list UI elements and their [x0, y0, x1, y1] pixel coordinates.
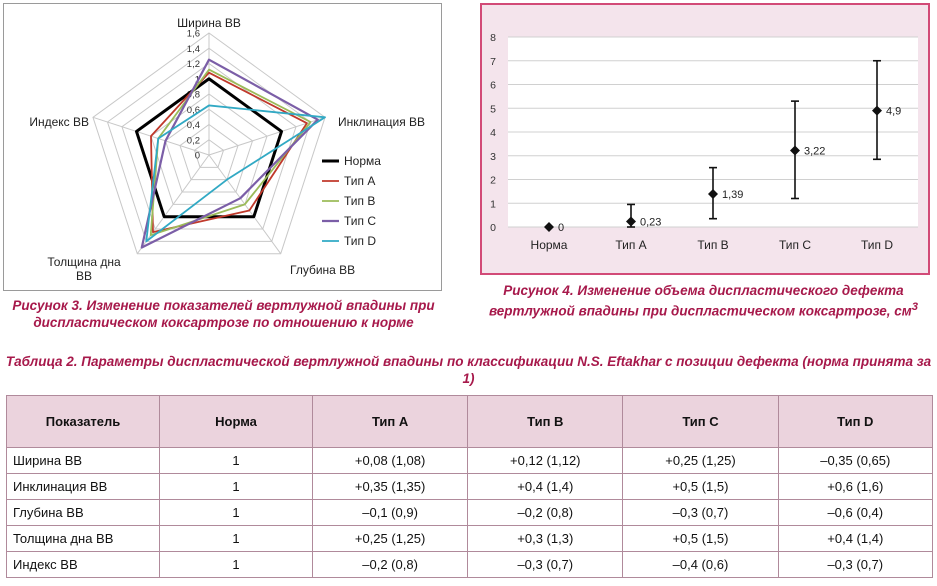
table-title: Таблица 2. Параметры диспластической вертлужной впадины по классификации N.S. Eftakhar с позиции дефекта (норма принята за 1) — [5, 354, 932, 386]
x-tick-label: Тип С — [778, 238, 812, 252]
radar-axis-label: Инклинация ВВ — [338, 115, 426, 129]
table-cell: +0,4 (1,4) — [468, 474, 623, 500]
table-cell: 1 — [160, 448, 313, 474]
y-tick-label: 0 — [490, 222, 496, 234]
data-label: 1,39 — [722, 188, 744, 201]
table-row — [7, 552, 933, 578]
header-cell: Показатель — [7, 396, 160, 448]
y-tick-label: 3 — [490, 150, 496, 163]
table-cell: –0,6 (0,4) — [778, 500, 932, 526]
radar-tick-label: 1,6 — [186, 28, 200, 40]
radar-chart — [4, 4, 441, 290]
table-cell: +0,08 (1,08) — [313, 448, 468, 474]
table-cell: +0,5 (1,5) — [623, 474, 778, 500]
radar-tick-label: 0,8 — [186, 89, 200, 101]
table-cell: 1 — [160, 526, 313, 552]
radar-tick-label: 1,2 — [186, 59, 200, 70]
table-cell: Глубина ВВ — [7, 500, 160, 526]
table-cell: –0,3 (0,7) — [778, 552, 932, 578]
x-tick-label: Норма — [530, 238, 568, 252]
data-label: 4,9 — [886, 105, 902, 118]
figure-4-caption-superscript: 3 — [911, 301, 919, 313]
table-cell: –0,4 (0,6) — [623, 552, 778, 578]
table-cell: +0,4 (1,4) — [778, 526, 932, 552]
header-cell: Тип А — [313, 396, 468, 448]
figure-3-caption: Рисунок 3. Изменение показателей вертлужной впадины при диспластическом коксартрозе по отношению к норме — [12, 298, 435, 330]
figure-4-caption — [470, 282, 937, 320]
legend-label: Тип А — [344, 174, 376, 188]
table-cell: +0,12 (1,12) — [468, 448, 623, 474]
table-cell: 1 — [160, 500, 313, 526]
table-row — [7, 474, 933, 500]
radar-axis-label: Индекс ВВ — [29, 115, 89, 129]
table-row — [7, 526, 933, 552]
errorbar-chart-panel — [480, 3, 930, 275]
radar-chart-panel — [3, 3, 442, 291]
table-cell: +0,25 (1,25) — [313, 526, 468, 552]
table-cell: Ширина ВВ — [7, 448, 160, 474]
header-cell: Тип D — [778, 396, 932, 448]
table-cell: Инклинация ВВ — [7, 474, 160, 500]
table-cell: Толщина дна ВВ — [7, 526, 160, 552]
table-cell: –0,2 (0,8) — [468, 500, 623, 526]
radar-tick-label: 0,2 — [186, 135, 200, 147]
x-tick-label: Тип D — [860, 238, 894, 252]
header-cell: Тип В — [468, 396, 623, 448]
y-tick-label: 7 — [490, 55, 496, 68]
table-cell: –0,35 (0,65) — [778, 448, 932, 474]
radar-tick-label: 0 — [194, 150, 200, 162]
y-tick-label: 8 — [490, 32, 496, 44]
table-cell: +0,35 (1,35) — [313, 474, 468, 500]
y-tick-label: 2 — [490, 174, 496, 187]
y-tick-label: 4 — [490, 127, 496, 139]
table-cell: +0,3 (1,3) — [468, 526, 623, 552]
table-cell: +0,25 (1,25) — [623, 448, 778, 474]
table-cell: 1 — [160, 474, 313, 500]
table-cell: +0,5 (1,5) — [623, 526, 778, 552]
table-cell: –0,1 (0,9) — [313, 500, 468, 526]
radar-axis-label: Толщина дна ВВ — [47, 255, 121, 283]
figure-4-caption-text: Рисунок 4. Изменение объема диспластического дефекта вертлужной впадины при диспластическом коксартрозе, см — [488, 283, 912, 319]
legend-label: Норма — [344, 154, 381, 168]
table-row — [7, 448, 933, 474]
table-row — [7, 500, 933, 526]
y-tick-label: 6 — [490, 79, 496, 92]
radar-series-line — [151, 73, 307, 232]
table-cell: +0,6 (1,6) — [778, 474, 932, 500]
radar-tick-label: 1,4 — [186, 43, 200, 55]
x-tick-label: Тип В — [697, 238, 729, 252]
table-cell: Индекс ВВ — [7, 552, 160, 578]
x-tick-label: Тип А — [615, 238, 647, 252]
legend-label: Тип С — [344, 214, 377, 228]
radar-tick-label: 0,4 — [186, 120, 200, 131]
data-label: 0 — [558, 222, 565, 234]
header-cell: Норма — [160, 396, 313, 448]
radar-axis-label: Глубина ВВ — [290, 263, 356, 277]
legend-label: Тип В — [344, 194, 376, 208]
table-cell: 1 — [160, 552, 313, 578]
table-header-row — [7, 396, 933, 448]
parameters-table — [6, 395, 933, 578]
radar-axis-label: Ширина ВВ — [177, 16, 241, 30]
errorbar-chart — [482, 5, 928, 273]
radar-tick-label: 0,6 — [186, 104, 200, 116]
y-tick-label: 5 — [490, 103, 496, 116]
y-tick-label: 1 — [490, 198, 496, 211]
table-cell: –0,3 (0,7) — [468, 552, 623, 578]
table-cell: –0,2 (0,8) — [313, 552, 468, 578]
data-label: 3,22 — [804, 145, 826, 158]
data-label: 0,23 — [640, 216, 662, 229]
header-cell: Тип С — [623, 396, 778, 448]
radar-tick-label: 1 — [194, 74, 200, 86]
table-cell: –0,3 (0,7) — [623, 500, 778, 526]
legend-label: Тип D — [344, 234, 377, 248]
